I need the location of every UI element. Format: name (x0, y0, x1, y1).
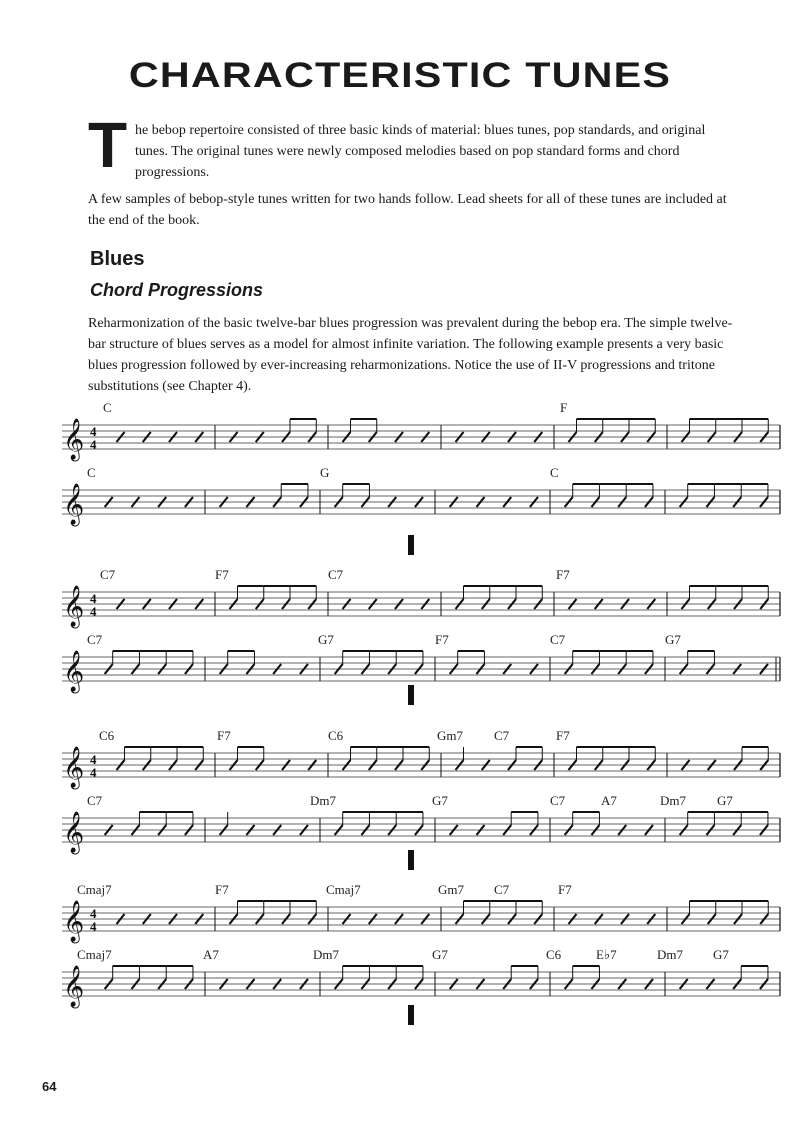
time-signature-top: 4 (90, 424, 97, 439)
treble-clef-icon: 𝄞 (63, 812, 85, 853)
chord-symbol: F7 (217, 728, 231, 743)
chord-symbol: A7 (203, 947, 219, 962)
treble-clef-icon: 𝄞 (63, 484, 85, 525)
staff-system (62, 567, 780, 628)
section-break-mark (408, 850, 414, 870)
chord-symbol: Cmaj7 (326, 882, 361, 897)
chord-symbol: E♭7 (596, 947, 617, 962)
chord-symbol: F (560, 400, 568, 415)
chord-symbol: C6 (546, 947, 562, 962)
time-signature-bottom: 4 (90, 604, 97, 619)
chord-symbol: F7 (215, 567, 229, 582)
staff-system (62, 632, 780, 693)
treble-clef-icon: 𝄞 (63, 586, 85, 627)
chord-symbol: Dm7 (660, 793, 686, 808)
chord-symbol: G7 (432, 947, 448, 962)
samples-paragraph: A few samples of bebop-style tunes written for two hands follow. Lead sheets for all of these tunes are included at the end of the book. (88, 192, 727, 228)
chord-symbol: G7 (318, 632, 334, 647)
chord-symbol: C7 (87, 632, 103, 647)
chord-symbol: F7 (558, 882, 572, 897)
chord-symbol: C (87, 465, 96, 480)
staff-system (62, 947, 780, 1008)
treble-clef-icon: 𝄞 (63, 747, 85, 788)
chord-symbol: C7 (550, 793, 566, 808)
chord-symbol: C7 (87, 793, 103, 808)
time-signature-bottom: 4 (90, 919, 97, 934)
chord-symbol: C7 (494, 882, 510, 897)
chord-symbol: G7 (713, 947, 729, 962)
treble-clef-icon: 𝄞 (63, 901, 85, 942)
chord-symbol: C6 (99, 728, 115, 743)
treble-clef-icon: 𝄞 (63, 966, 85, 1007)
time-signature-top: 4 (90, 906, 97, 921)
chord-symbol: Gm7 (437, 728, 463, 743)
chord-symbol: Dm7 (313, 947, 339, 962)
section-break-mark (408, 685, 414, 705)
staff-system (62, 400, 780, 461)
section-heading-blues: Blues (90, 248, 145, 270)
time-signature-bottom: 4 (90, 437, 97, 452)
time-signature-bottom: 4 (90, 765, 97, 780)
staff-system (62, 728, 780, 789)
page-number: 64 (42, 1079, 57, 1094)
chord-symbol: Cmaj7 (77, 882, 112, 897)
staff-system (62, 882, 780, 943)
intro-paragraph: he bebop repertoire consisted of three basic kinds of material: blues tunes, pop standards, and original tunes. The original tunes were newly composed melodies based on pop standard forms and chord progressions. (135, 123, 706, 180)
chord-symbol: C7 (550, 632, 566, 647)
chord-symbol: C7 (100, 567, 116, 582)
time-signature-top: 4 (90, 752, 97, 767)
treble-clef-icon: 𝄞 (63, 419, 85, 460)
staff-system (62, 793, 780, 854)
chord-symbol: C6 (328, 728, 344, 743)
section-break-mark (408, 535, 414, 555)
chord-symbol: Gm7 (438, 882, 464, 897)
chord-symbol: A7 (601, 793, 617, 808)
chord-symbol: G7 (717, 793, 733, 808)
chord-symbol: G7 (432, 793, 448, 808)
chord-symbol: C (103, 400, 112, 415)
section-break-mark (408, 1005, 414, 1025)
chord-symbol: C7 (494, 728, 510, 743)
chord-symbol: Cmaj7 (77, 947, 112, 962)
chord-symbol: G (320, 465, 330, 480)
chord-symbol: Dm7 (657, 947, 683, 962)
chord-symbol: F7 (556, 567, 570, 582)
reharmonization-paragraph: Reharmonization of the basic twelve-bar blues progression was prevalent during the bebop era. The simple twelve-bar structure of blues serves as a model for almost infinite variation. The following example presents a very basic blues progression followed by ever-increasing reharmonizations. Notice the use of II-V progressions and tritone substitutions (see Chapter 4). (88, 316, 733, 394)
treble-clef-icon: 𝄞 (63, 651, 85, 692)
chord-symbol: F7 (215, 882, 229, 897)
chord-symbol: F7 (556, 728, 570, 743)
chord-symbol: G7 (665, 632, 681, 647)
chord-symbol: Dm7 (310, 793, 336, 808)
staff-system (62, 465, 780, 526)
chord-symbol: F7 (435, 632, 449, 647)
time-signature-top: 4 (90, 591, 97, 606)
subheading-chord-progressions: Chord Progressions (90, 280, 264, 300)
chord-symbol: C (550, 465, 559, 480)
drop-cap: T (88, 109, 128, 181)
chord-symbol: C7 (328, 567, 344, 582)
page-title: CHARACTERISTIC TUNES (128, 56, 672, 95)
